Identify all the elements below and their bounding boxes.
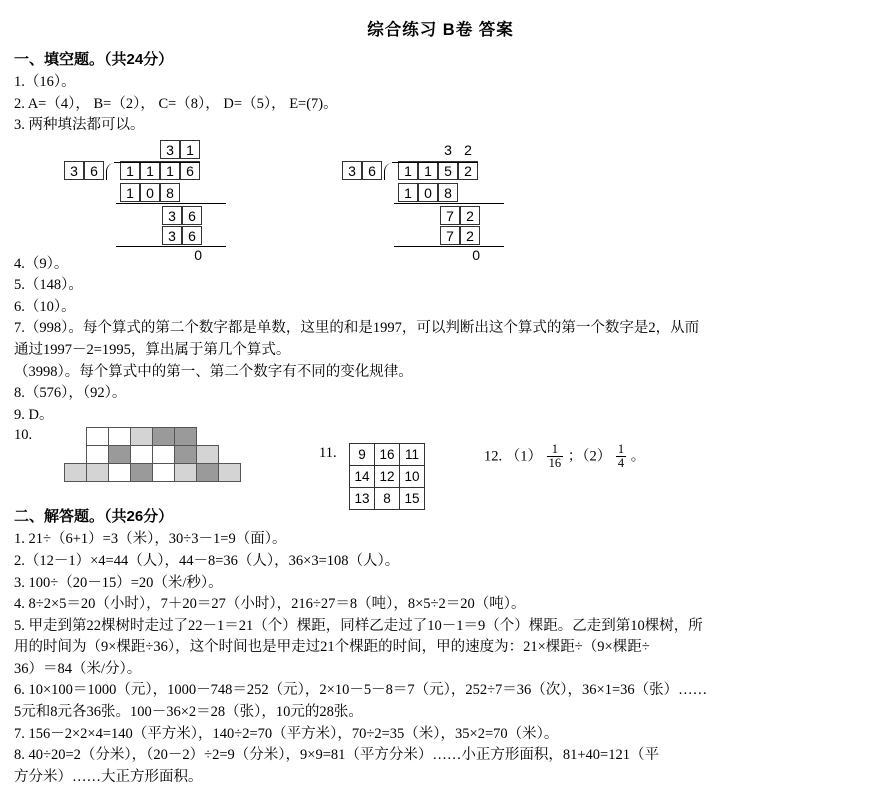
division-bracket-icon [382, 161, 398, 182]
magic-square-row: 14 12 10 [350, 466, 425, 488]
answer-item-6: 6.（10）。 [14, 298, 76, 315]
division-1-dividend: 1 1 1 6 [120, 161, 200, 180]
pattern-grid-row [65, 428, 241, 446]
pattern-grid-row [65, 464, 241, 482]
answer-item-7-line-2: 通过1997－2=1995，算出属于第几个算式。 [14, 342, 291, 359]
answer-item-7-line-3: （3998）。每个算式中的第一、第二个数字有不同的变化规律。 [14, 363, 413, 380]
answer-item-8: 8.（576），（92）。 [14, 385, 127, 402]
figure-12-answer [484, 443, 645, 470]
fraction-one-quarter: $\frac{1}{4}$ [617, 442, 625, 471]
figure-12-prefix: 12. （1） [484, 448, 542, 465]
solution-item-2: 2.（12－1）×4=44（人），44－8=36（人），36×3=108（人）。 [14, 552, 400, 569]
solution-item-1: 1. 21÷（6+1）=3（米），30÷3－1=9（面）。 [14, 531, 287, 548]
division-bracket-icon [104, 161, 120, 182]
division-2-rule-1 [394, 203, 504, 204]
division-2-step-3: 7 2 [440, 226, 504, 245]
solution-item-8-line-2: 方分米）……大正方形面积。 [14, 768, 203, 785]
solution-item-5-line-3: 36）＝84（米/分）。 [14, 660, 142, 677]
solution-item-6-line-2: 5元和8元各36张。100－36×2＝28（张），10元的28张。 [14, 703, 363, 720]
division-2-step-1: 1 0 8 [398, 183, 504, 202]
solution-item-3: 3. 100÷（20－15）=20（米/秒）。 [14, 574, 223, 591]
division-1-step-3: 3 6 [162, 226, 226, 245]
division-1-quotient: 3 1 [160, 140, 226, 159]
pattern-grid-row [65, 446, 241, 464]
division-2-remainder: 0 [472, 246, 480, 263]
section-1-heading: 一、填空题。（共24分） [14, 51, 174, 68]
division-2-body [342, 161, 504, 182]
page-title: 综合练习 B卷 答案 [367, 21, 514, 39]
division-1-divisor: 3 6 [64, 161, 104, 180]
solution-item-8-line-1: 8. 40÷20=2（分米），（20－2）÷2=9（分米），9×9=81（平方分米）……小正方形面积，81+40=121（平 [14, 747, 659, 764]
magic-square-row: 13 8 15 [350, 488, 425, 510]
fraction-one-sixteenth: $\frac{1}{16}$ [548, 442, 562, 471]
figure-12-mid: ；（2） [567, 448, 612, 465]
answer-item-1: 1.（16）。 [14, 74, 76, 90]
division-2-dividend: 1 1 5 2 [398, 161, 478, 180]
solution-item-5-line-2: 用的时间为（9×棵距÷36），这个时间也是甲走过21个棵距的时间，甲的速度为：21×棵距÷（9×棵距÷ [14, 639, 650, 656]
division-1-step-1: 1 0 8 [120, 183, 226, 202]
division-1-rule-1 [116, 203, 226, 204]
solution-item-6-line-1: 6. 10×100＝1000（元），1000－748＝252（元），2×10－5－8＝7（元），252÷7＝36（次），36×1=36（张）…… [14, 682, 708, 699]
magic-square-grid [349, 443, 425, 510]
long-division-figures [14, 140, 867, 263]
figure-11-label: 11. [319, 445, 337, 462]
division-2-step-2: 7 2 [440, 206, 504, 225]
pattern-grid [64, 427, 241, 482]
solution-item-4: 4. 8÷2×5＝20（小时），7＋20＝27（小时），216÷27＝8（吨），8×5÷2＝20（吨）。 [14, 596, 526, 613]
answer-item-9: 9. D。 [14, 406, 54, 423]
magic-square-row: 9 16 11 [350, 444, 425, 466]
figure-10-label: 10. [14, 427, 33, 444]
section-2-heading: 二、解答题。（共26分） [14, 508, 174, 526]
answer-item-5: 5.（148）。 [14, 277, 83, 294]
division-2-divisor: 3 6 [342, 161, 382, 180]
division-2-quotient: 3 2 [444, 141, 472, 158]
division-1-remainder: 0 [194, 246, 202, 263]
division-1-body [64, 161, 226, 182]
solution-item-7: 7. 156－2×2×4=140（平方米），140÷2=70（平方米），70÷2=35（米），35×2=70（米）。 [14, 725, 559, 742]
long-division-2 [342, 140, 504, 263]
answer-item-2: 2. A=（4）， B=（2）， C=（8）， D=（5）， E=(7)。 [14, 95, 338, 112]
answer-item-3: 3. 两种填法都可以。 [14, 117, 145, 134]
figures-row [14, 427, 867, 507]
long-division-1 [64, 140, 226, 263]
division-1-step-2: 3 6 [162, 206, 226, 225]
solution-item-5-line-1: 5. 甲走到第22棵树时走过了22－1＝21（个）棵距，同样乙走过了10－1＝9（个）棵距。乙走到第10棵树，所 [14, 617, 703, 634]
answer-item-4: 4.（9）。 [14, 255, 69, 272]
figure-12-suffix: 。 [630, 448, 646, 465]
answer-item-7-line-1: 7.（998）。每个算式的第二个数字都是单数，这里的和是1997，可以判断出这个算式的第一个数字是2，从而 [14, 320, 700, 337]
